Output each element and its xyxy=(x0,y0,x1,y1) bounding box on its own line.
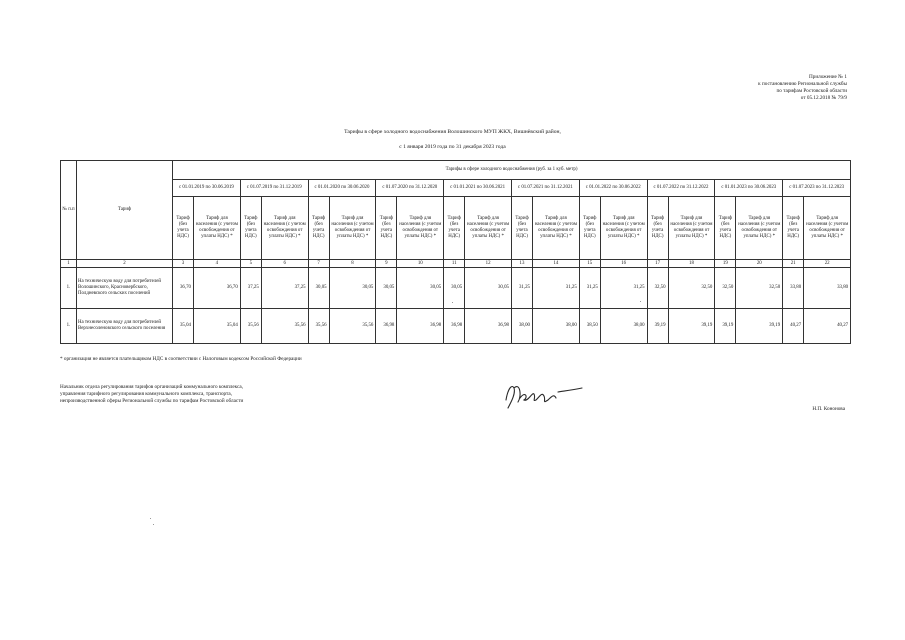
column-number: 10 xyxy=(397,260,444,268)
column-numbers-row xyxy=(61,260,851,268)
column-number: 21 xyxy=(783,260,804,268)
tariff-value: 39,19 xyxy=(715,309,736,344)
column-number: 16 xyxy=(600,260,647,268)
subheader-no-vat: Тариф (без учета НДС) xyxy=(783,197,804,260)
tariff-value: 31,25 xyxy=(532,268,579,309)
column-number: 22 xyxy=(804,260,851,268)
tariff-value: 39,19 xyxy=(668,309,715,344)
signature-line: управления тарифного регулирования коммунального комплекса, транспорта, xyxy=(60,391,232,397)
subheader-no-vat: Тариф (без учета НДС) xyxy=(240,197,261,260)
handwritten-signature xyxy=(498,378,590,412)
subheader-population: Тариф для населения (с учетом освобождения от уплаты НДС) * xyxy=(329,197,376,260)
column-number: 18 xyxy=(668,260,715,268)
tariff-value: 40,27 xyxy=(804,309,851,344)
subheader-no-vat: Тариф (без учета НДС) xyxy=(444,197,465,260)
tariff-value: 35,56 xyxy=(240,309,261,344)
tariff-table xyxy=(60,160,851,344)
subheader-no-vat: Тариф (без учета НДС) xyxy=(715,197,736,260)
document-title: Тарифы в сфере холодного водоснабжения Волошинского МУП ЖКХ, Вишнёвский район, xyxy=(344,129,561,135)
signer-name: Н.П. Кононова xyxy=(812,406,845,412)
signature-line: непроизводственной сферы Региональной службы по тарифам Ростовской области xyxy=(60,398,244,404)
period-header: с 01.07.2020 по 31.12.2020 xyxy=(376,180,444,197)
tariff-value: 33,80 xyxy=(804,268,851,309)
appendix-line: Приложение № 1 xyxy=(809,74,847,80)
header-no: № п.п xyxy=(61,161,77,260)
tariff-value: 36,70 xyxy=(173,268,194,309)
tariff-value: 38,00 xyxy=(532,309,579,344)
period-header: с 01.07.2023 по 31.12.2023 xyxy=(783,180,851,197)
document-period: с 1 января 2019 года по 31 декабря 2023 года xyxy=(399,144,506,150)
tariff-value: 35,56 xyxy=(329,309,376,344)
subheader-population: Тариф для населения (с учетом освобождения от уплаты НДС) * xyxy=(736,197,783,260)
tariff-value: 33,80 xyxy=(783,268,804,309)
row-tariff-name: На техническую воду для потребителей Верхнесоленовского сельского поселения xyxy=(77,309,173,344)
column-number: 5 xyxy=(240,260,261,268)
tariff-value: 39,19 xyxy=(736,309,783,344)
subheader-population: Тариф для населения (с учетом освобождения от уплаты НДС) * xyxy=(261,197,308,260)
column-number: 17 xyxy=(647,260,668,268)
subheader-no-vat: Тариф (без учета НДС) xyxy=(579,197,600,260)
appendix-line: к постановлению Региональной службы xyxy=(758,81,847,87)
tariff-value: 38,00 xyxy=(511,309,532,344)
tariff-value: 30,05 xyxy=(444,268,465,309)
column-number: 6 xyxy=(261,260,308,268)
scan-speck xyxy=(153,524,154,525)
table-row xyxy=(61,268,851,309)
subheaders-row xyxy=(61,197,851,260)
tariff-value: 30,05 xyxy=(329,268,376,309)
tariff-value: 30,05 xyxy=(465,268,512,309)
tariff-value: 36,70 xyxy=(194,268,241,309)
tariff-value: 36,98 xyxy=(376,309,397,344)
tariff-value: 30,05 xyxy=(397,268,444,309)
tariff-value: 36,98 xyxy=(444,309,465,344)
subheader-population: Тариф для населения (с учетом освобождения от уплаты НДС) * xyxy=(804,197,851,260)
column-number: 7 xyxy=(308,260,329,268)
period-header: с 01.01.2020 по 30.06.2020 xyxy=(308,180,376,197)
tariff-value: 40,27 xyxy=(783,309,804,344)
subheader-population: Тариф для населения (с учетом освобождения от уплаты НДС) * xyxy=(532,197,579,260)
subheader-no-vat: Тариф (без учета НДС) xyxy=(647,197,668,260)
table-row xyxy=(61,309,851,344)
period-header: с 01.01.2019 по 30.06.2019 xyxy=(173,180,241,197)
row-tariff-name: На техническую воду для потребителей Волошинского, Красновербского, Полдневского сельских поселений xyxy=(77,268,173,309)
subheader-population: Тариф для населения (с учетом освобождения от уплаты НДС) * xyxy=(600,197,647,260)
column-number: 19 xyxy=(715,260,736,268)
appendix-line: от 05.12.2018 № 79/9 xyxy=(800,95,847,101)
tariff-value: 35,56 xyxy=(308,309,329,344)
period-header: с 01.07.2021 по 31.12.2021 xyxy=(511,180,579,197)
periods-row xyxy=(61,180,851,197)
tariff-value: 38,50 xyxy=(579,309,600,344)
tariff-value: 35,04 xyxy=(173,309,194,344)
period-header: с 01.07.2022 по 31.12.2022 xyxy=(647,180,715,197)
period-header: с 01.01.2022 по 30.06.2022 xyxy=(579,180,647,197)
appendix-line: по тарифам Ростовской области xyxy=(776,88,847,94)
column-number: 11 xyxy=(444,260,465,268)
subheader-no-vat: Тариф (без учета НДС) xyxy=(308,197,329,260)
subheader-population: Тариф для населения (с учетом освобождения от уплаты НДС) * xyxy=(465,197,512,260)
column-number: 15 xyxy=(579,260,600,268)
column-number: 3 xyxy=(173,260,194,268)
tariff-value: 30,05 xyxy=(308,268,329,309)
signature-line: Начальник отдела регулирования тарифов организаций коммунального комплекса, xyxy=(60,384,243,390)
tariff-value: 36,98 xyxy=(397,309,444,344)
column-number: 2 xyxy=(77,260,173,268)
subheader-no-vat: Тариф (без учета НДС) xyxy=(511,197,532,260)
tariff-value: 35,04 xyxy=(194,309,241,344)
subheader-no-vat: Тариф (без учета НДС) xyxy=(173,197,194,260)
row-number: 1. xyxy=(61,268,77,309)
tariff-value: 32,50 xyxy=(668,268,715,309)
column-number: 8 xyxy=(329,260,376,268)
tariff-value: 39,19 xyxy=(647,309,668,344)
scan-speck xyxy=(150,518,151,519)
subheader-population: Тариф для населения (с учетом освобождения от уплаты НДС) * xyxy=(194,197,241,260)
period-header: с 01.01.2023 по 30.06.2023 xyxy=(715,180,783,197)
header-group: Тарифы в сфере холодного водоснабжения (руб. за 1 куб. метр) xyxy=(173,161,851,180)
signature-block xyxy=(60,384,243,405)
tariff-value: 31,25 xyxy=(511,268,532,309)
appendix-header xyxy=(677,74,847,102)
column-number: 14 xyxy=(532,260,579,268)
column-number: 9 xyxy=(376,260,397,268)
column-number: 1 xyxy=(61,260,77,268)
subheader-population: Тариф для населения (с учетом освобождения от уплаты НДС) * xyxy=(397,197,444,260)
subheader-no-vat: Тариф (без учета НДС) xyxy=(376,197,397,260)
column-number: 4 xyxy=(194,260,241,268)
column-number: 13 xyxy=(511,260,532,268)
period-header: с 01.01.2021 по 30.06.2021 xyxy=(444,180,512,197)
tariff-value: 32,50 xyxy=(736,268,783,309)
tariff-value: 36,98 xyxy=(465,309,512,344)
tariff-value: 31,25 xyxy=(579,268,600,309)
tariff-value: 32,50 xyxy=(647,268,668,309)
header-tariff: Тариф xyxy=(77,161,173,260)
tariff-value: 30,05 xyxy=(376,268,397,309)
column-number: 12 xyxy=(465,260,512,268)
tariff-value: 38,00 xyxy=(600,309,647,344)
period-header: с 01.07.2019 по 31.12.2019 xyxy=(240,180,308,197)
tariff-value: 31,25 xyxy=(600,268,647,309)
subheader-population: Тариф для населения (с учетом освобождения от уплаты НДС) * xyxy=(668,197,715,260)
row-number: 1. xyxy=(61,309,77,344)
tariff-value: 37,25 xyxy=(240,268,261,309)
tariff-value: 35,56 xyxy=(261,309,308,344)
tariff-value: 37,25 xyxy=(261,268,308,309)
column-number: 20 xyxy=(736,260,783,268)
tariff-value: 32,50 xyxy=(715,268,736,309)
footnote: * организация не является плательщиком НДС в соответствии с Налоговым кодексом Российской Федерации xyxy=(60,356,302,362)
